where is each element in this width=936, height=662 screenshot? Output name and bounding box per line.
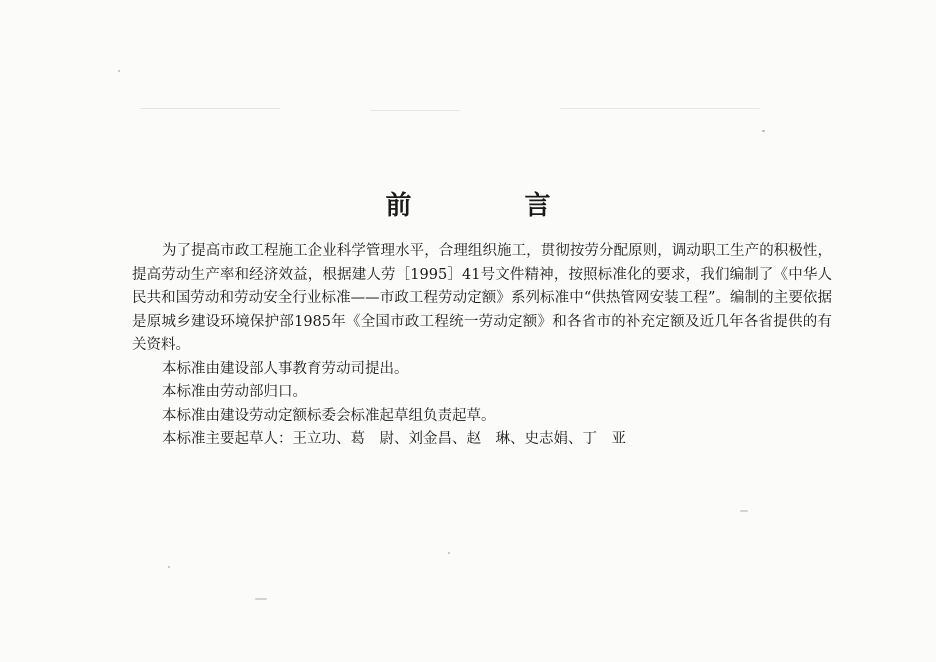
preface-line: 本标准由建设劳动定额标委会标准起草组负责起草。 (162, 407, 496, 424)
page-title: 前 言 (385, 191, 603, 221)
scan-speck (762, 130, 765, 132)
scan-speck (740, 510, 748, 512)
preface-line: 本标准主要起草人：王立功、葛 尉、刘金昌、赵 琳、史志娟、丁 亚 (162, 431, 626, 447)
document-body (132, 240, 832, 452)
scan-speck (140, 108, 280, 109)
scan-speck (448, 552, 450, 554)
scan-speck (560, 108, 760, 109)
scan-speck (168, 566, 170, 568)
preface-line: 本标准由劳动部归口。 (162, 384, 307, 400)
scan-speck (255, 598, 267, 600)
preface-paragraph: 为了提高市政工程施工企业科学管理水平，合理组织施工，贯彻按劳分配原则，调动职工生产的积极性，提高劳动生产率和经济效益，根据建人劳［1995］41号文件精神，按照标准化的要求，我们编制了《中华人民共和国劳动和劳动安全行业标准——市政工程劳动定额》系列标准中“供热管网安装工程”。编制的主要依据是原城乡建设环境保护部1985年《全国市政工程统一劳动定额》和各省市的补充定额及近几年各省提供的有关资料。 (132, 243, 832, 353)
scan-speck (370, 110, 460, 111)
scan-speck (118, 70, 120, 72)
preface-line: 本标准由建设部人事教育劳动司提出。 (162, 360, 409, 377)
